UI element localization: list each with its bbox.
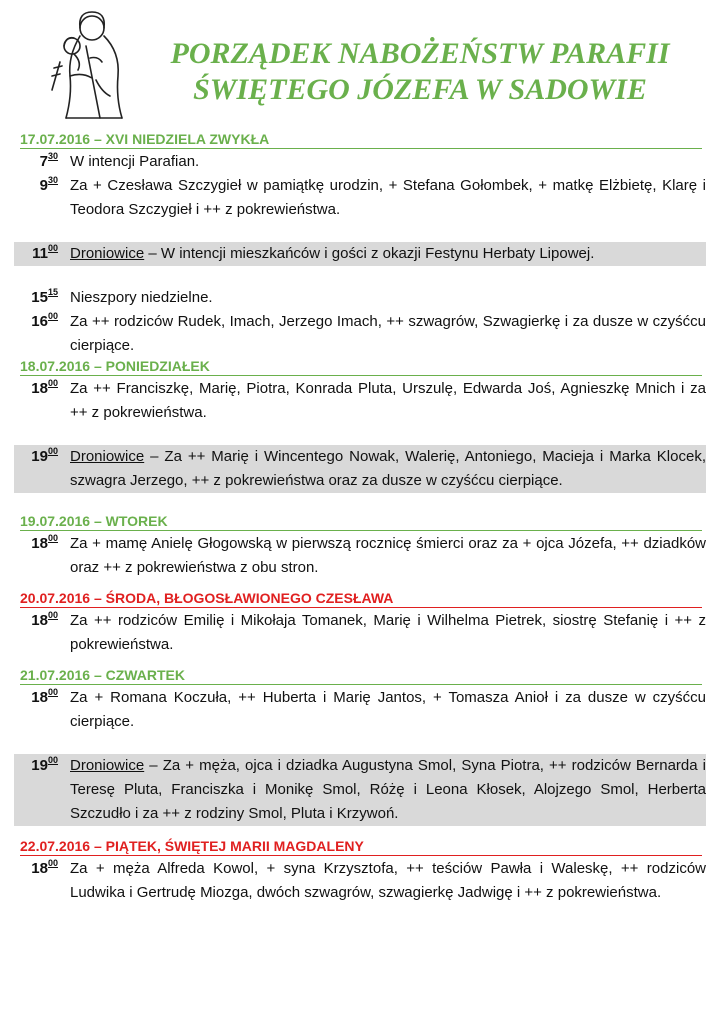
mass-entry (14, 310, 706, 358)
mass-intention: Droniowice – W intencji mieszkańców i gości z okazji Festynu Herbaty Lipowej. (70, 245, 595, 262)
mass-entry (14, 609, 706, 657)
mass-time: $19^{00}$ (31, 446, 58, 465)
schedule (0, 131, 724, 905)
mass-entry (14, 174, 706, 222)
mass-intention: Za ++ Franciszkę, Marię, Piotra, Konrada Pluta, Urszulę, Edwarda Joś, Agnieszkę Mnich i za ++ z pokrewieństwa. (70, 380, 706, 421)
mass-time: $19^{00}$ (31, 755, 58, 774)
mass-intention: Za ++ rodziców Rudek, Imach, Jerzego Imach, ++ szwagrów, Szwagierkę i za dusze w czyśćcu cierpiące. (70, 313, 706, 354)
mass-intention: Za + Czesława Szczygieł w pamiątkę urodzin, + Stefana Gołombek, + matkę Elżbietę, Klarę i Teodora Szczygieł i ++ z pokrewieństwa. (70, 177, 706, 218)
mass-intention: Za + Romana Koczuła, ++ Huberta i Marię Jantos, + Tomasza Anioł i za dusze w czyśćcu cierpiące. (70, 689, 706, 730)
mass-time: $9^{30}$ (39, 175, 58, 194)
mass-entry (14, 857, 706, 905)
mass-entry-droniowice (14, 754, 706, 826)
mass-intention: Nieszpory niedzielne. (70, 289, 213, 306)
mass-time: $16^{00}$ (31, 311, 58, 330)
mass-time: $18^{00}$ (31, 378, 58, 397)
title-line-1: PORZĄDEK NABOŻEŃSTW PARAFII (170, 37, 670, 70)
place-name: Droniowice (70, 448, 145, 465)
mass-time: $7^{30}$ (39, 151, 58, 170)
mass-intention: Za + męża Alfreda Kowol, + syna Krzysztofa, ++ teściów Pawła i Waleskę, ++ rodziców Ludwika i Gertrudę Miozga, dwóch szwagrów, szwagierkę Jadwigę i ++ z pokrewieństwa. (70, 860, 706, 901)
mass-intention: Za + mamę Anielę Głogowską w pierwszą rocznicę śmierci oraz za + ojca Józefa, ++ dziadków oraz ++ z pokrewieństwa z obu stron. (70, 535, 706, 576)
mass-intention: Droniowice – Za + męża, ojca i dziadka Augustyna Smol, Syna Piotra, ++ rodziców Bernarda i Teresę Pluta, Franciszka i Monikę Smol, Różę i Leona Kłosek, Alojzego Smol, Herberta Szczudło i za ++ z rodziny Smol, Pluta i Krzywoń. (70, 757, 706, 822)
mass-entry (14, 686, 706, 734)
mass-entry (14, 150, 706, 174)
day-header: 19.07.2016 – WTOREK (20, 513, 702, 531)
saint-joseph-logo (30, 6, 130, 124)
mass-entry-droniowice (14, 445, 706, 493)
mass-entry-droniowice (14, 242, 706, 266)
mass-time: $18^{00}$ (31, 533, 58, 552)
mass-time: $18^{00}$ (31, 858, 58, 877)
mass-time: $18^{00}$ (31, 687, 58, 706)
mass-time: $18^{00}$ (31, 610, 58, 629)
place-name: Droniowice (70, 757, 145, 774)
day-header: 17.07.2016 – XVI NIEDZIELA ZWYKŁA (20, 131, 702, 149)
day-header: 21.07.2016 – CZWARTEK (20, 667, 702, 685)
mass-entry (14, 532, 706, 580)
mass-intention: Za ++ rodziców Emilię i Mikołaja Tomanek, Marię i Wilhelma Pietrek, siostrę Stefanię i ++ z pokrewieństwa. (70, 612, 706, 653)
page-title (140, 36, 700, 108)
mass-intention: W intencji Parafian. (70, 153, 200, 170)
mass-time: $15^{15}$ (31, 287, 58, 306)
mass-time: $11^{00}$ (32, 243, 58, 262)
day-header: 20.07.2016 – ŚRODA, BŁOGOSŁAWIONEGO CZESŁAWA (20, 590, 702, 608)
day-header: 22.07.2016 – PIĄTEK, ŚWIĘTEJ MARII MAGDALENY (20, 838, 702, 856)
day-header: 18.07.2016 – PONIEDZIAŁEK (20, 358, 702, 376)
title-line-2: ŚWIĘTEGO JÓZEFA W SADOWIE (193, 73, 647, 106)
mass-intention: Droniowice – Za ++ Marię i Wincentego Nowak, Walerię, Antoniego, Macieja i Marka Klocek, szwagra Jerzego, ++ z pokrewieństwa oraz za dusze w czyśćcu cierpiące. (70, 448, 706, 489)
mass-entry (14, 377, 706, 425)
page-header (0, 0, 724, 128)
place-name: Droniowice (70, 245, 145, 262)
mass-entry (14, 286, 706, 310)
